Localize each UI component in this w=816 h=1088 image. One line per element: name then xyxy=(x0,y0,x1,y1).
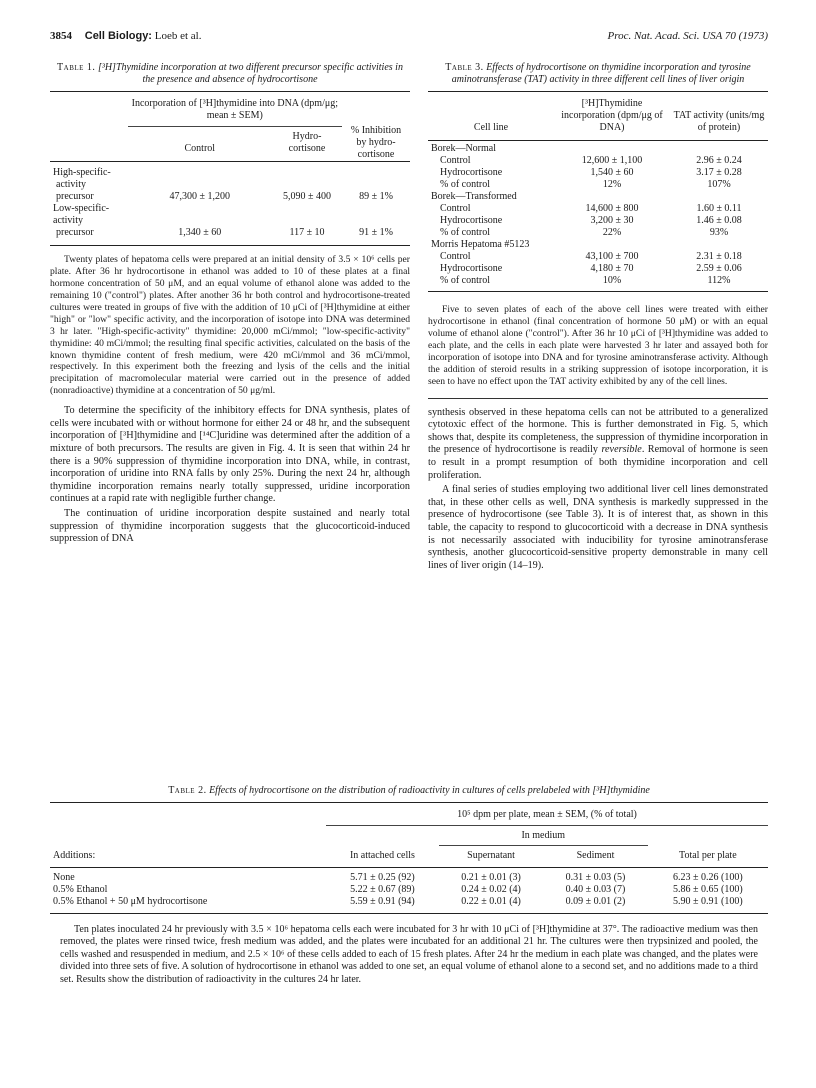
cell-total: 6.23 ± 0.26 (100) xyxy=(673,871,743,883)
column-divider xyxy=(428,398,768,407)
body-paragraph: To determine the specificity of the inhibitory effects for DNA synthesis, plates of cells were incubated with or without hormone for either 24 or 48 hr, and the subsequent incorporation of [³H]thymidine and [¹⁴C]uridine was determined after the addition of a mixture of both precursors. The results are given in Fig. 4. It is seen that within 24 hr there is a 90% suppression of thymidine incorporation into DNA, while, in contrast, incorporation of uridine into RNA falls by only 25%. During the next 24 hr, although thymidine incorporation remains nearly totally suppressed, uridine incorporation continues at a rapid rate with negligible further change. xyxy=(50,405,410,505)
table3-col-tat: TAT activity (units/mg of protein) xyxy=(673,109,765,133)
row-label: Control xyxy=(440,155,471,167)
table1-group-header: Incorporation of [³H]thymidine into DNA (dpm/μg; mean ± SEM) xyxy=(128,91,342,126)
right-column xyxy=(428,62,768,572)
page-number: 3854 xyxy=(50,30,72,42)
cell-inhib: 89 ± 1% xyxy=(359,191,393,203)
cell-thy: 22% xyxy=(602,227,622,239)
table1-col-inhib: % Inhibition by hydro- cortisone xyxy=(350,124,402,160)
table2-caption xyxy=(50,785,768,796)
cell-tat: 1.46 ± 0.08 xyxy=(696,215,742,227)
cell-thy: 4,180 ± 70 xyxy=(590,263,634,275)
cell-attached: 5.71 ± 0.25 (92) xyxy=(350,871,415,883)
table3-footnote: Five to seven plates of each of the above cell lines were treated with either hydrocortisone in ethanol (final concentration of hormone 50 μM) or with an equal volume of ethanol alone ("control"). After 36 hr 10 μCi of [³H]thymidine was added to each plate, and the cells in each plate were harvested 3 hr later and assayed both for incorporation of isotope into DNA and for tyrosine aminotransferase activity. Although the addition of steroid results in a striking suppression of isotope incorporation, it is seen to have no effect upon the TAT activity exhibited by any of the cell lines. xyxy=(428,304,768,387)
body-text: . Removal of hormone is seen to result in a prompt resumption of both thymidine incorporation and cell proliferation. xyxy=(428,444,768,481)
table1 xyxy=(50,91,410,247)
table1-blank xyxy=(50,91,128,126)
table2-col-attached: In attached cells xyxy=(349,850,415,861)
row-label: % of control xyxy=(440,227,490,239)
cell-control: 1,340 ± 60 xyxy=(178,227,222,239)
body-paragraph: A final series of studies employing two additional liver cell lines demonstrated that, in these other cells as well, DNA synthesis is markedly suppressed in the presence of hydrocortisone (see Table 3). It is of interest that, as shown in this table, the capacity to respond to glucocorticoid with a decrease in DNA synthesis is not necessarily associated with inducibility for tyrosine aminotransferase synthesis, another glucocorticoid-sensitive property demonstrable in many cell lines of liver origin (14–19). xyxy=(428,484,768,571)
table-row xyxy=(50,167,410,179)
cell-sediment: 0.09 ± 0.01 (2) xyxy=(565,895,626,907)
table-row xyxy=(428,143,768,155)
table3-caption-text: Effects of hydrocortisone on thymidine incorporation and tyrosine aminotransferase (TAT) activity in three different cell lines of liver origin xyxy=(451,62,751,86)
table3 xyxy=(428,91,768,293)
table3-caption xyxy=(434,62,762,87)
cell-tat: 2.59 ± 0.06 xyxy=(696,263,742,275)
table2 xyxy=(50,802,768,914)
cell-tat: 1.60 ± 0.11 xyxy=(696,203,742,215)
table-row xyxy=(428,179,768,191)
cell-tat: 112% xyxy=(707,275,731,287)
table-row xyxy=(428,167,768,179)
table-row xyxy=(428,239,768,251)
table2-caption-text: Effects of hydrocortisone on the distribution of radioactivity in cultures of cells prelabeled with [³H]thymidine xyxy=(209,785,650,796)
journal-citation: Proc. Nat. Acad. Sci. USA 70 (1973) xyxy=(607,30,768,42)
cell-thy: 1,540 ± 60 xyxy=(590,167,634,179)
cell-attached: 5.59 ± 0.91 (94) xyxy=(350,895,415,907)
group-label: Borek—Normal xyxy=(431,143,496,155)
table1-footnote: Twenty plates of hepatoma cells were prepared at an initial density of 3.5 × 10⁶ cells per plate. After 36 hr hydrocortisone in ethanol was added to 10 of these plates at a final hormone concentration of 50 μM, and an equal volume of ethanol alone was added to the remaining 10 ("control") plates. After another 36 hr both control and hydrocortisone-treated cultures were treated in groups of five with the addition of 10 μCi of [³H]thymidine at either "high" or "low" specific activity, and the incorporation of isotope into DNA was determined 3 hr later. "High-specific-activity" thymidine: 20,000 mCi/mmol; "low-specific-activity" thymidine: 40 mCi/mmol; the resulting final specific activities, calculated on the basis of the known thymidine content of fresh medium, were 420 mCi/mmol and 36 mCi/mmol, respectively. In this experiment both the freezing and lysis of the cells and the initial precipitation of macromolecular material were carried out in the presence of added (nonradioactive) thymidine at a concentration of 50 μg/ml. xyxy=(50,254,410,397)
table-row xyxy=(428,275,768,292)
cell-thy: 14,600 ± 800 xyxy=(585,203,639,215)
table2-group-header: 10⁵ dpm per plate, mean ± SEM, (% of total) xyxy=(326,803,768,826)
row-label: Hydrocortisone xyxy=(440,215,503,227)
row-label: Low-specific-activity xyxy=(53,203,110,227)
table-row xyxy=(428,215,768,227)
row-label: Hydrocortisone xyxy=(440,167,503,179)
row-label: 0.5% Ethanol + 50 μM hydrocortisone xyxy=(53,895,208,907)
row-label: Control xyxy=(440,251,471,263)
row-label: 0.5% Ethanol xyxy=(53,883,108,895)
table2-col-additions: Additions: xyxy=(53,850,96,861)
left-column xyxy=(50,62,410,546)
table2-medium-header: In medium xyxy=(439,826,648,846)
table1-col-hydro: Hydro- cortisone xyxy=(288,130,326,154)
table1-label: Table 1. xyxy=(57,62,96,73)
cell-thy: 43,100 ± 700 xyxy=(585,251,639,263)
table1-caption xyxy=(56,62,404,87)
body-paragraph: The continuation of uridine incorporation despite sustained and nearly total suppression of thymidine incorporation suggests that the glucocorticoid-induced suppression of DNA xyxy=(50,507,410,545)
body-paragraph xyxy=(428,407,768,483)
cell-hydro: 5,090 ± 400 xyxy=(283,191,331,203)
cell-tat: 2.96 ± 0.24 xyxy=(696,155,742,167)
cell-tat: 107% xyxy=(707,179,731,191)
table3-label: Table 3. xyxy=(445,62,484,73)
cell-control: 47,300 ± 1,200 xyxy=(169,191,231,203)
table-row xyxy=(428,227,768,239)
table-row xyxy=(428,155,768,167)
cell-supernatant: 0.22 ± 0.01 (4) xyxy=(461,895,521,907)
row-label: High-specific- xyxy=(53,167,111,179)
cell-tat: 3.17 ± 0.28 xyxy=(696,167,742,179)
table-row xyxy=(50,203,410,227)
table-row xyxy=(428,263,768,275)
header-left xyxy=(50,30,201,42)
row-label: precursor xyxy=(56,227,94,239)
body-emphasis: reversible xyxy=(601,444,642,456)
group-label: Borek—Transformed xyxy=(431,191,517,203)
table-row xyxy=(50,227,410,246)
authors: Loeb et al. xyxy=(154,30,202,42)
cell-thy: 12,600 ± 1,100 xyxy=(581,155,643,167)
row-label: Hydrocortisone xyxy=(440,263,503,275)
table-row xyxy=(428,191,768,203)
body-text: synthesis observed in these hepatoma cells can not be attributed to a generalized cytotoxic effect of the hormone. This is further demonstrated in Fig. 5, which shows that, despite its completeness, the suppression of thymidine incorporation in the presence of hydrocortisone is readily xyxy=(428,406,768,456)
table2-col-supernatant: Supernatant xyxy=(467,850,515,861)
row-label: % of control xyxy=(440,179,490,191)
cell-total: 5.86 ± 0.65 (100) xyxy=(673,883,743,895)
table2-col-total: Total per plate xyxy=(679,850,737,861)
table2-label: Table 2. xyxy=(168,785,207,796)
cell-inhib: 91 ± 1% xyxy=(359,227,393,239)
table2-footnote: Ten plates inoculated 24 hr previously with 3.5 × 10⁶ hepatoma cells each were incubated for 3 hr with 10 μCi of [³H]thymidine at 37°. The radioactive medium was then removed, the plates were rinsed twice, fresh medium was added, and the plates were incubated for an additional 21 hr. The cultures were then trypsinized and pooled, the cells washed and resuspended in medium, and 2.5 × 10⁶ of these cells added to each of 15 fresh plates. After 24 hr the medium in each plate was changed, and the plates were divided into three sets of five. A solution of hydrocortisone in ethanol was added to one set, an equal volume of ethanol alone to a second set, and no additions made to a third set. Results show the distribution of radioactivity in the cultures 24 hr later. xyxy=(60,923,758,985)
table-row xyxy=(50,884,768,896)
row-label: activity precursor xyxy=(56,179,94,203)
table1-caption-text: [³H]Thymidine incorporation at two different precursor specific activities in the presence and absence of hydrocortisone xyxy=(97,62,403,86)
section-name: Cell Biology: xyxy=(84,30,152,42)
cell-thy: 3,200 ± 30 xyxy=(590,215,634,227)
cell-tat: 2.31 ± 0.18 xyxy=(696,251,742,263)
cell-sediment: 0.31 ± 0.03 (5) xyxy=(565,871,626,883)
table-row xyxy=(428,203,768,215)
running-header xyxy=(50,30,768,46)
row-label: Control xyxy=(440,203,471,215)
table-row xyxy=(428,251,768,263)
cell-supernatant: 0.24 ± 0.02 (4) xyxy=(461,883,521,895)
group-label: Morris Hepatoma #5123 xyxy=(431,239,530,251)
table2-block xyxy=(50,785,768,986)
cell-total: 5.90 ± 0.91 (100) xyxy=(673,895,743,907)
row-label: % of control xyxy=(440,275,490,287)
cell-attached: 5.22 ± 0.67 (89) xyxy=(350,883,415,895)
row-label: None xyxy=(53,871,75,883)
cell-sediment: 0.40 ± 0.03 (7) xyxy=(565,883,626,895)
table-row xyxy=(50,896,768,914)
cell-tat: 93% xyxy=(709,227,729,239)
table1-col-control: Control xyxy=(184,142,216,154)
cell-supernatant: 0.21 ± 0.01 (3) xyxy=(461,871,521,883)
table3-col-cell: Cell line xyxy=(473,121,509,133)
table2-col-sediment: Sediment xyxy=(576,850,615,861)
cell-thy: 10% xyxy=(602,275,622,287)
table-row xyxy=(50,872,768,884)
cell-thy: 12% xyxy=(602,179,622,191)
cell-hydro: 117 ± 10 xyxy=(289,227,325,239)
table3-col-thy: [³H]Thymidine incorporation (dpm/μg of DNA) xyxy=(561,97,663,133)
table-row xyxy=(50,179,410,203)
